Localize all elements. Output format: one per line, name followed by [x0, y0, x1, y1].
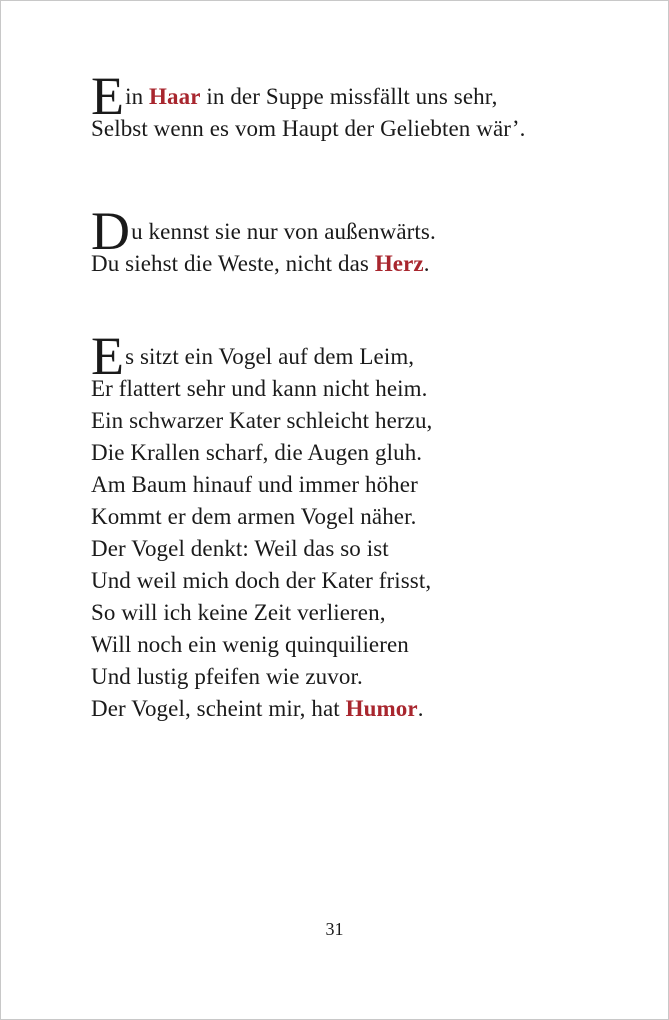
stanza-2-line-2: Du siehst die Weste, nicht das Herz. [91, 251, 430, 276]
poem-line: Die Krallen scharf, die Augen gluh. [91, 440, 423, 465]
stanza-3-line-1: Es sitzt ein Vogel auf dem Leim, [91, 326, 415, 386]
poem-line: Der Vogel denkt: Weil das so ist [91, 536, 389, 561]
stanza-2-line-1: Du kennst sie nur von außenwärts. [91, 201, 436, 261]
stanza-1-line-2: Selbst wenn es vom Haupt der Geliebten wär’. [91, 116, 526, 141]
page-number: 31 [325, 919, 344, 939]
drop-initial: E [91, 66, 125, 126]
poem-line: Er flattert sehr und kann nicht heim. [91, 376, 428, 401]
stanza-3 [91, 326, 631, 725]
poem-line: So will ich keine Zeit verlieren, [91, 600, 386, 625]
stanza-1 [91, 66, 631, 145]
poem-line: Will noch ein wenig quinquilieren [91, 632, 409, 657]
highlight-word: Humor [345, 696, 418, 721]
poem-line: Und lustig pfeifen wie zuvor. [91, 664, 363, 689]
poem-line: Am Baum hinauf und immer höher [91, 472, 418, 497]
stanza-1-line-1: Ein Haar in der Suppe missfällt uns sehr, [91, 66, 498, 126]
highlight-word: Herz [374, 251, 424, 276]
highlight-word: Haar [149, 84, 201, 109]
poem-line: Kommt er dem armen Vogel näher. [91, 504, 417, 529]
drop-initial: E [91, 326, 125, 386]
stanza-3-last-line: Der Vogel, scheint mir, hat Humor. [91, 696, 424, 721]
poem-line: Ein schwarzer Kater schleicht herzu, [91, 408, 433, 433]
drop-initial: D [91, 201, 131, 261]
stanza-2 [91, 201, 631, 280]
poem-line: Und weil mich doch der Kater frisst, [91, 568, 432, 593]
